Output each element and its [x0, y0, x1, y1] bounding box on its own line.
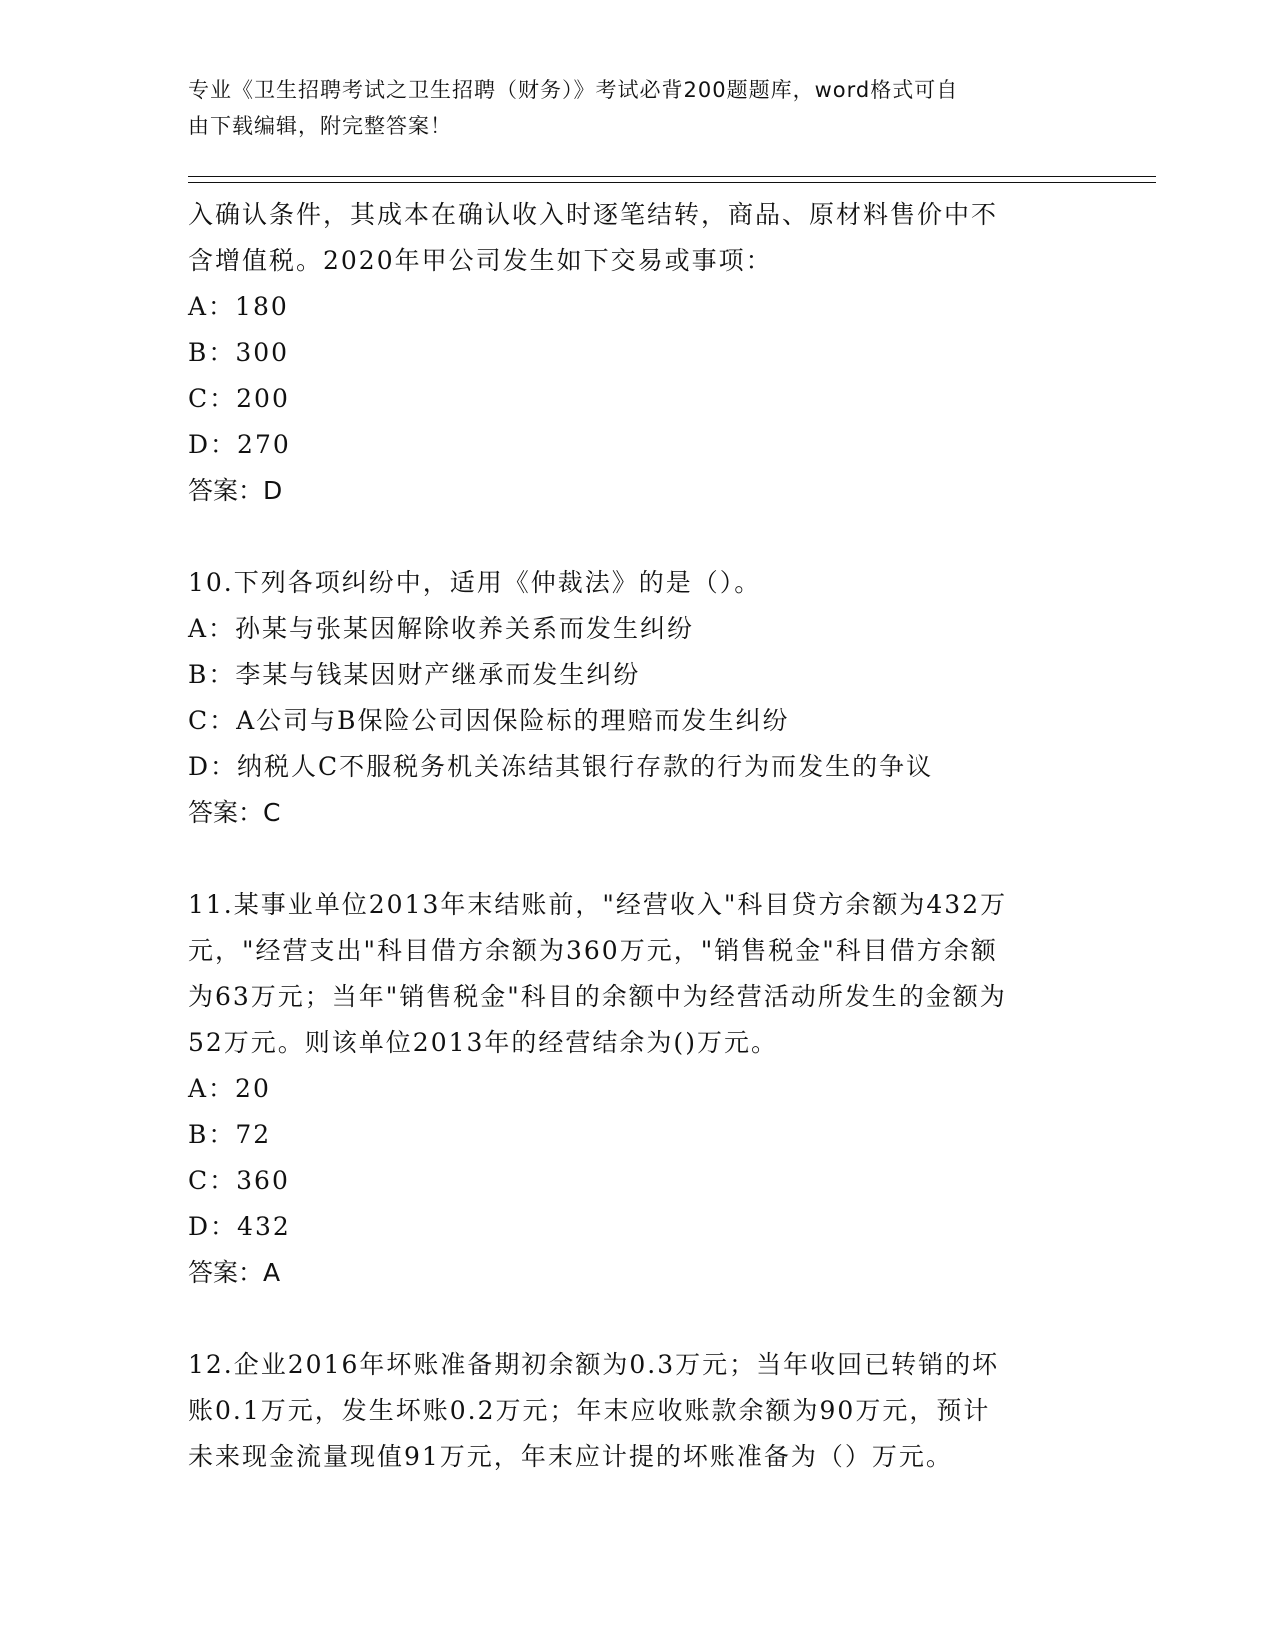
option-c: C：360	[188, 1166, 290, 1195]
option-c: C：200	[188, 384, 290, 413]
question-text-line: 为63万元；当年"销售税金"科目的余额中为经营活动所发生的金额为	[188, 982, 1007, 1011]
answer-label: 答案：C	[188, 798, 281, 827]
question-text-line: 账0.1万元，发生坏账0.2万元；年末应收账款余额为90万元，预计	[188, 1396, 991, 1425]
question-9	[188, 192, 1088, 514]
header-divider-top	[188, 176, 1156, 177]
header-divider-bottom	[188, 182, 1156, 183]
header-line-2: 由下载编辑，附完整答案！	[188, 114, 452, 138]
option-d: D：纳税人C不服税务机关冻结其银行存款的行为而发生的争议	[188, 752, 934, 781]
question-10	[188, 560, 1088, 836]
spacer	[188, 836, 1088, 882]
option-d: D：432	[188, 1212, 291, 1241]
option-a: A：180	[188, 292, 289, 321]
question-text-line: 52万元。则该单位2013年的经营结余为()万元。	[188, 1028, 778, 1057]
document-header	[188, 72, 1068, 144]
spacer	[188, 514, 1088, 560]
question-text-line: 12.企业2016年坏账准备期初余额为0.3万元；当年收回已转销的坏	[188, 1350, 1000, 1379]
question-content	[188, 192, 1088, 1480]
option-b: B：李某与钱某因财产继承而发生纠纷	[188, 660, 641, 689]
question-text-line: 含增值税。2020年甲公司发生如下交易或事项：	[188, 246, 773, 275]
question-text-line: 未来现金流量现值91万元，年末应计提的坏账准备为（）万元。	[188, 1442, 953, 1471]
question-11	[188, 882, 1088, 1296]
spacer	[188, 1296, 1088, 1342]
option-c: C：A公司与B保险公司因保险标的理赔而发生纠纷	[188, 706, 790, 735]
option-b: B：72	[188, 1120, 272, 1149]
question-text-line: 入确认条件，其成本在确认收入时逐笔结转，商品、原材料售价中不	[188, 200, 999, 229]
option-a: A：20	[188, 1074, 271, 1103]
option-d: D：270	[188, 430, 291, 459]
question-text-line: 10.下列各项纠纷中，适用《仲裁法》的是（）。	[188, 568, 762, 597]
question-text-line: 11.某事业单位2013年末结账前，"经营收入"科目贷方余额为432万	[188, 890, 1008, 919]
option-b: B：300	[188, 338, 290, 367]
question-text-line: 元，"经营支出"科目借方余额为360万元，"销售税金"科目借方余额	[188, 936, 998, 965]
header-line-1: 专业《卫生招聘考试之卫生招聘（财务）》考试必背200题题库，word格式可自	[188, 78, 959, 102]
answer-label: 答案：D	[188, 476, 283, 505]
option-a: A：孙某与张某因解除收养关系而发生纠纷	[188, 614, 695, 643]
question-12	[188, 1342, 1088, 1480]
answer-label: 答案：A	[188, 1258, 281, 1287]
